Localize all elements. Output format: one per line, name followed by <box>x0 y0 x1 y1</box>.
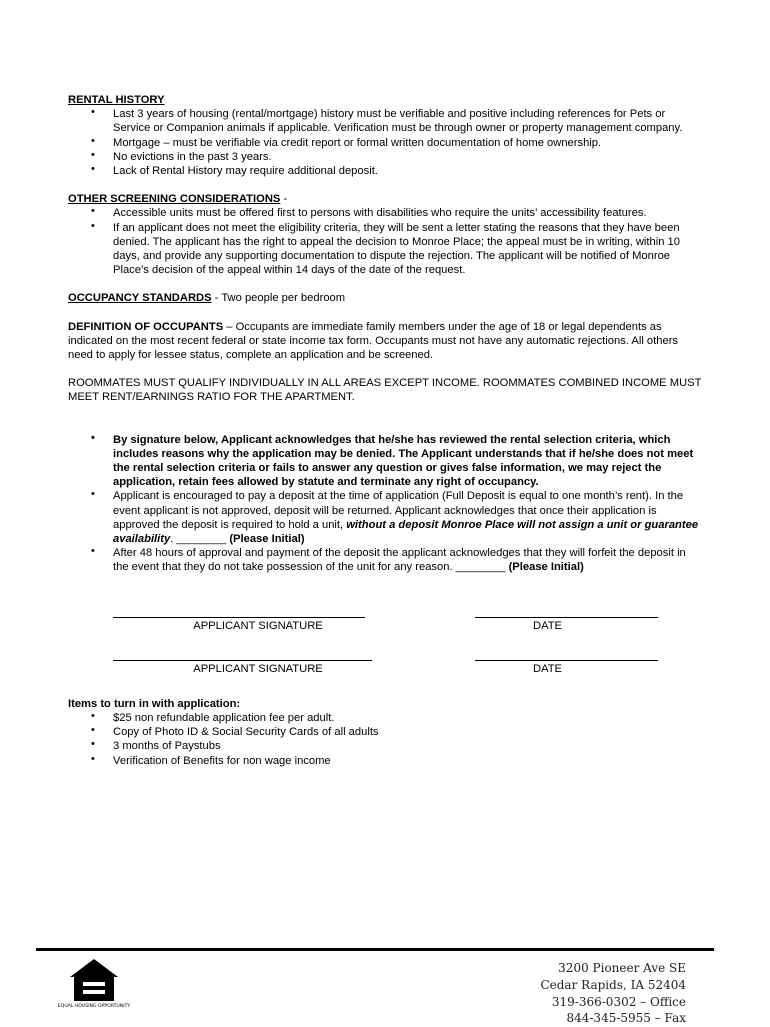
deposit-text: Applicant is encouraged to pay a deposit at the time of application (Full Deposit is equal to one month’s rent). In the event applicant is not approved, deposit will be returned. Applicant acknowledges that once their application is approved the deposit is required to hold a unit, <box>113 490 684 531</box>
occupancy-text: - Two people per bedroom <box>211 292 346 305</box>
deposit-emphasis: without a deposit Monroe Place will not assign a unit or guarantee availability <box>113 518 699 546</box>
date-line[interactable] <box>475 660 658 661</box>
list-item <box>113 489 704 546</box>
footer-rule <box>36 948 714 951</box>
phone-office: 319-366-0302 – Office <box>551 994 686 1009</box>
list-item: • Last 3 years of housing (rental/mortgage) history must be verifiable and positive including references for Pets or Service or Companion animals if applicable. Verification must be through owner or property management company. <box>113 107 704 135</box>
equal-housing-icon <box>57 957 131 1013</box>
occupants-text: – Occupants are immediate family members under the age of 18 or legal dependents as indicated on the most recent federal or state income tax form. Occupants must not have any automatic rejections. All others need to apply for lessee status, complete an application and be screened. <box>68 320 679 362</box>
list-item: • Lack of Rental History may require additional deposit. <box>113 164 704 178</box>
list-item: • Verification of Benefits for non wage income <box>113 754 704 768</box>
definition-of-occupants <box>68 320 704 363</box>
list-item: • No evictions in the past 3 years. <box>113 150 704 164</box>
list-item: • Mortgage – must be verifiable via credit report or formal written documentation of home ownership. <box>113 136 704 150</box>
list-item: • By signature below, Applicant acknowledges that he/she has reviewed the rental selection criteria, which includes reasons why the application may be denied. The Applicant understands that if he/she does not meet the rental selection criteria or fails to answer any question or gives false information, we may reject the application, retain fees allowed by statute and terminate any right of occupancy. <box>113 433 704 490</box>
initial-blank[interactable]: . ________ <box>170 533 230 546</box>
please-initial-label: (Please Initial) <box>229 533 305 546</box>
phone-fax: 844-345-5955 – Fax <box>566 1011 686 1026</box>
other-screening-list <box>68 206 704 277</box>
document-body <box>68 93 704 768</box>
list-item <box>113 546 704 574</box>
list-item: • $25 non refundable application fee per adult. <box>113 711 704 725</box>
applicant-signature-line[interactable] <box>113 660 372 661</box>
roommates-paragraph: ROOMMATES MUST QUALIFY INDIVIDUALLY IN ALL AREAS EXCEPT INCOME. ROOMMATES COMBINED INCOME MUST MEET RENT/EARNINGS RATIO FOR THE APARTMENT. <box>68 377 702 404</box>
applicant-signature-label: APPLICANT SIGNATURE <box>193 619 323 632</box>
applicant-signature-line[interactable] <box>113 617 365 618</box>
date-label: DATE <box>532 662 562 675</box>
rental-history-list <box>68 107 704 178</box>
list-item: • Copy of Photo ID & Social Security Cards of all adults <box>113 725 704 739</box>
signature-row-2 <box>68 660 704 690</box>
list-item: • Accessible units must be offered first to persons with disabilities who require the units’ accessibility features. <box>113 206 704 220</box>
please-initial-label: (Please Initial) <box>508 561 584 574</box>
forfeit-text: After 48 hours of approval and payment of the deposit the applicant acknowledges that they will forfeit the deposit in the event that they do not take possession of the unit for any reason. <box>113 547 686 574</box>
acknowledgement-list <box>68 433 704 575</box>
address-line2: Cedar Rapids, IA 52404 <box>540 977 686 992</box>
date-line[interactable] <box>475 617 658 618</box>
address-line1: 3200 Pioneer Ave SE <box>558 961 686 975</box>
other-screening-heading: OTHER SCREENING CONSIDERATIONS <box>68 193 281 206</box>
list-item: • If an applicant does not meet the eligibility criteria, they will be sent a letter stating the reasons that they have been denied. The applicant has the right to appeal the decision to Monroe Place; the appeal must be in writing, within 10 days, and provide any supporting documentation to dispute the rejection. The applicant will be notified of Monroe Place’s decision of the appeal within 14 days of the date of the request. <box>113 221 704 278</box>
applicant-signature-label: APPLICANT SIGNATURE <box>193 662 323 675</box>
footer-address <box>540 960 686 1027</box>
items-list <box>68 711 704 768</box>
initial-blank[interactable]: ________ <box>455 561 509 574</box>
occupants-heading: DEFINITION OF OCCUPANTS <box>68 320 224 333</box>
occupancy-heading: OCCUPANCY STANDARDS <box>68 292 212 305</box>
other-screening-suffix: - <box>280 193 288 206</box>
logo-text: EQUAL HOUSING OPPORTUNITY <box>57 1004 131 1009</box>
list-item: • 3 months of Paystubs <box>113 739 704 753</box>
signature-area <box>68 575 704 685</box>
items-heading: Items to turn in with application: <box>68 697 241 710</box>
signature-row-1 <box>68 617 704 647</box>
occupancy-standards <box>68 291 704 305</box>
rental-history-heading: RENTAL HISTORY <box>68 94 165 106</box>
date-label: DATE <box>532 619 562 632</box>
other-screening-heading-row <box>68 192 704 206</box>
